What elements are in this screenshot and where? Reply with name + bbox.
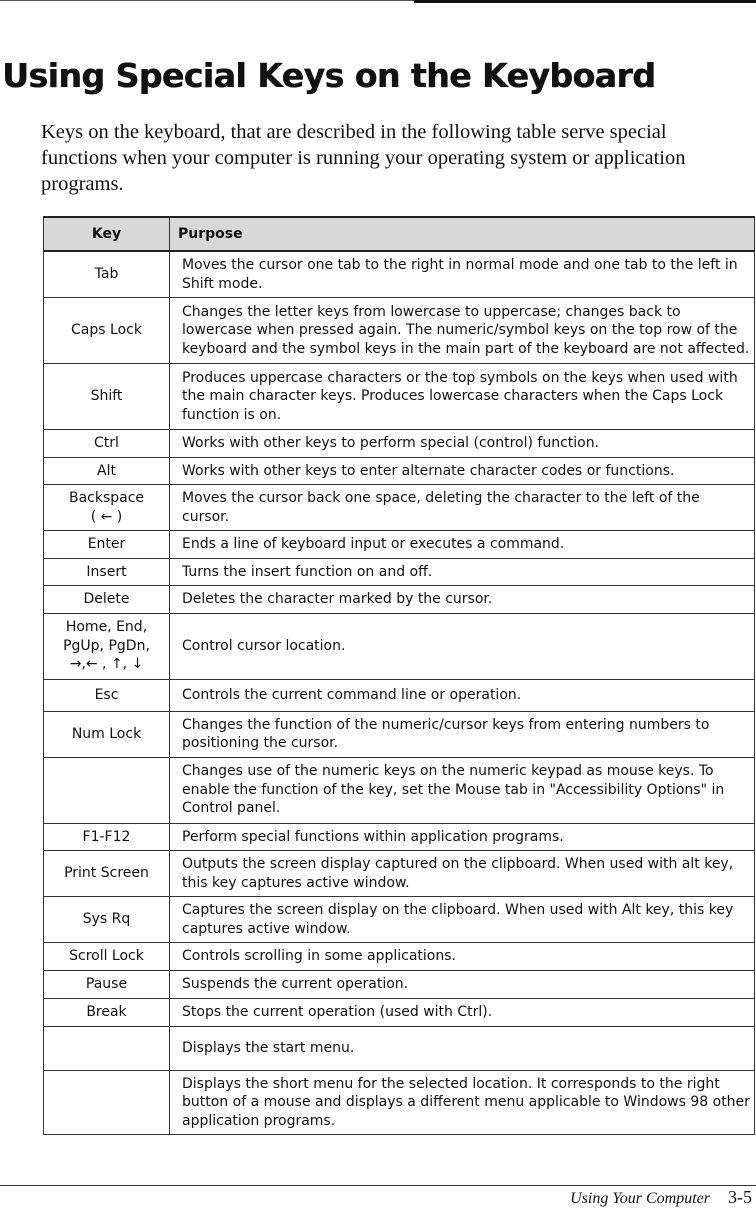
special-keys-table (43, 216, 755, 1135)
header-purpose: Purpose (170, 217, 755, 251)
key-cell (44, 1070, 170, 1135)
purpose-cell: Control cursor location. (170, 613, 755, 679)
intro-paragraph: Keys on the keyboard, that are described in the following table serve special functions when your computer is running your operating system or application programs. (41, 121, 686, 195)
key-cell: F1-F12 (44, 823, 170, 851)
footer-section: Using Your Computer (570, 1190, 710, 1207)
purpose-cell: Suspends the current operation. (170, 971, 755, 999)
key-cell: Pause (44, 971, 170, 999)
table-row (44, 711, 755, 757)
table-row (44, 757, 755, 823)
key-cell (44, 757, 170, 823)
table-row (44, 851, 755, 897)
table-row (44, 251, 755, 298)
table-row (44, 364, 755, 430)
table-row (44, 558, 755, 586)
key-cell: Insert (44, 558, 170, 586)
key-cell: Esc (44, 679, 170, 711)
key-cell: Print Screen (44, 851, 170, 897)
purpose-cell: Changes use of the numeric keys on the numeric keypad as mouse keys. To enable the function of the key, set the Mouse tab in "Accessibility Options" in Control panel. (170, 757, 755, 823)
purpose-cell: Outputs the screen display captured on the clipboard. When used with alt key, this key captures active window. (170, 851, 755, 897)
page-number: 3-5 (728, 1187, 752, 1207)
page-title: Using Special Keys on the Keyboard (2, 56, 656, 95)
purpose-cell: Produces uppercase characters or the top symbols on the keys when used with the main character keys. Produces lowercase characters when the Caps Lock function is on. (170, 364, 755, 430)
footer-rule (0, 1185, 756, 1186)
page-footer (570, 1187, 752, 1208)
purpose-cell: Displays the short menu for the selected location. It corresponds to the right button of a mouse and displays a different menu applicable to Windows 98 other application programs. (170, 1070, 755, 1135)
key-cell: Tab (44, 251, 170, 298)
table-row (44, 998, 755, 1026)
key-cell: Delete (44, 586, 170, 614)
table-row (44, 457, 755, 485)
key-cell: Num Lock (44, 711, 170, 757)
table-row (44, 430, 755, 458)
key-cell (44, 1026, 170, 1070)
top-rule (0, 0, 414, 1)
purpose-cell: Works with other keys to enter alternate character codes or functions. (170, 457, 755, 485)
key-cell: Caps Lock (44, 298, 170, 364)
table-row (44, 971, 755, 999)
purpose-cell: Deletes the character marked by the cursor. (170, 586, 755, 614)
purpose-cell: Displays the start menu. (170, 1026, 755, 1070)
table-row (44, 613, 755, 679)
purpose-cell: Changes the function of the numeric/cursor keys from entering numbers to positioning the cursor. (170, 711, 755, 757)
purpose-cell: Controls scrolling in some applications. (170, 943, 755, 971)
purpose-cell: Moves the cursor one tab to the right in normal mode and one tab to the left in Shift mode. (170, 251, 755, 298)
key-cell: Home, End, PgUp, PgDn, →,← , ↑, ↓ (44, 613, 170, 679)
table-row (44, 586, 755, 614)
key-cell: Ctrl (44, 430, 170, 458)
key-cell: Enter (44, 531, 170, 559)
top-bar (414, 0, 756, 3)
purpose-cell: Captures the screen display on the clipboard. When used with Alt key, this key captures active window. (170, 897, 755, 943)
purpose-cell: Turns the insert function on and off. (170, 558, 755, 586)
key-cell: Shift (44, 364, 170, 430)
table-row (44, 485, 755, 531)
table-row (44, 823, 755, 851)
key-cell: Scroll Lock (44, 943, 170, 971)
key-cell: Sys Rq (44, 897, 170, 943)
header-key: Key (44, 217, 170, 251)
table-row (44, 1026, 755, 1070)
table-row (44, 298, 755, 364)
table-header-row (44, 217, 755, 251)
purpose-cell: Stops the current operation (used with Ctrl). (170, 998, 755, 1026)
purpose-cell: Works with other keys to perform special (control) function. (170, 430, 755, 458)
table-row (44, 897, 755, 943)
table-row (44, 943, 755, 971)
table-row (44, 1070, 755, 1135)
purpose-cell: Controls the current command line or operation. (170, 679, 755, 711)
purpose-cell: Changes the letter keys from lowercase to uppercase; changes back to lowercase when pressed again. The numeric/symbol keys on the top row of the keyboard and the symbol keys in the main part of the keyboard are not affected. (170, 298, 755, 364)
purpose-cell: Ends a line of keyboard input or executes a command. (170, 531, 755, 559)
key-cell: Alt (44, 457, 170, 485)
table-row (44, 531, 755, 559)
purpose-cell: Moves the cursor back one space, deleting the character to the left of the cursor. (170, 485, 755, 531)
key-cell: Break (44, 998, 170, 1026)
table-row (44, 679, 755, 711)
purpose-cell: Perform special functions within application programs. (170, 823, 755, 851)
key-cell: Backspace ( ← ) (44, 485, 170, 531)
